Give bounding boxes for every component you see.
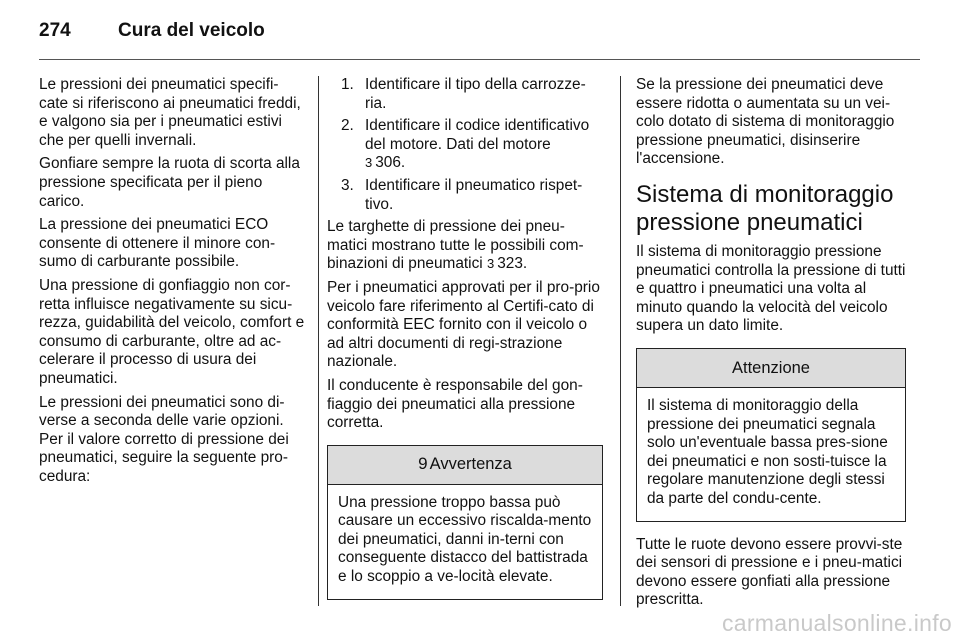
page-header [39,18,919,58]
list-item [327,117,603,173]
reference-page[interactable]: 323. [497,255,528,273]
paragraph: Se la pressione dei pneumatici deve essere ridotta o aumentata su un vei-colo dotato di sistema di monitoraggio pressione pneumatici, disinserire l'accensione. [636,76,895,168]
warning-title: Avvertenza [429,455,512,474]
step-text: Identificare il pneumatico rispet-tivo. [365,176,583,213]
chapter-title: Cura del veicolo [118,20,265,41]
paragraph-text: Le targhette di pressione dei pneu-matici mostrano tutte le possibili com-binazioni di pneumatici [327,218,584,273]
caution-header: Attenzione [637,349,905,388]
column-1 [39,76,305,491]
paragraph: Una pressione di gonfiaggio non cor-retta influisce negativamente su sicu-rezza, guidabilità del veicolo, comfort e consumo di carburante, oltre ad ac-celerare il processo di usura dei pneumatici. [39,276,305,387]
paragraph: La pressione dei pneumatici ECO consente di ottenere il minore con-sumo di carburante possibile. [39,216,276,271]
page-reference-icon: 3 [365,155,373,171]
warning-box [327,445,603,600]
list-item [327,177,603,214]
step-text: Identificare il codice identificativo del motore. Dati del motore [365,117,590,153]
paragraph: Le pressioni dei pneumatici sono di-verse a seconda delle varie opzioni. Per il valore corretto di pressione dei pneumatici, seguire la seguente pro-cedura: [39,393,289,485]
paragraph: Le pressioni dei pneumatici specifi-cate si riferiscono ai pneumatici freddi, e valgono sia per i pneumatici estivi che per quelli invernali. [39,76,301,149]
paragraph: Il sistema di monitoraggio pressione pneumatici controlla la pressione di tutti e quattro i pneumatici una volta al minuto quando la velocità del veicolo supera un dato limite. [636,242,906,335]
column-3 [636,76,906,615]
step-number: 1. [341,76,354,93]
warning-header [328,446,602,485]
reference-page[interactable]: 306. [375,154,406,172]
step-number: 2. [341,117,354,135]
watermark: carmanualsonline.info [721,610,952,636]
column-divider-1 [318,76,319,606]
section-title: Sistema di monitoraggio pressione pneumatici [636,180,894,236]
step-text: Identificare il tipo della carrozze-ria. [365,76,586,112]
header-rule [39,59,920,60]
column-2 [327,76,603,600]
page-reference-icon: 3 [487,256,495,272]
paragraph: Gonfiare sempre la ruota di scorta alla pressione specificata per il pieno carico. [39,155,300,210]
paragraph: Per i pneumatici approvati per il pro-prio veicolo fare riferimento al Certifi-cato di conformità EEC fornito con il veicolo o ad altri documenti di regi-strazione nazionale. [327,278,600,371]
warning-triangle-icon: 9 [418,454,428,474]
caution-body: Il sistema di monitoraggio della pressione dei pneumatici segnala solo un'eventuale bassa pres-sione dei pneumatici e non sosti-tuisce la regolare manutenzione degli stessi da parte del condu-cente. [647,396,888,507]
column-divider-2 [620,76,621,606]
warning-body: Una pressione troppo bassa può causare un eccessivo riscalda-mento dei pneumatici, danni in-terni con conseguente distacco del battistrada e lo scoppio a ve-locità elevate. [338,493,592,586]
step-number: 3. [341,176,354,194]
paragraph [327,218,603,274]
page-number: 274 [39,20,71,41]
caution-box [636,348,906,522]
paragraph: Tutte le ruote devono essere provvi-ste dei sensori di pressione e i pneu-matici devono essere gonfiati alla pressione prescritta. [636,535,903,609]
paragraph: Il conducente è responsabile del gon-fiaggio dei pneumatici alla pressione corretta. [327,376,583,432]
list-item [327,76,603,113]
